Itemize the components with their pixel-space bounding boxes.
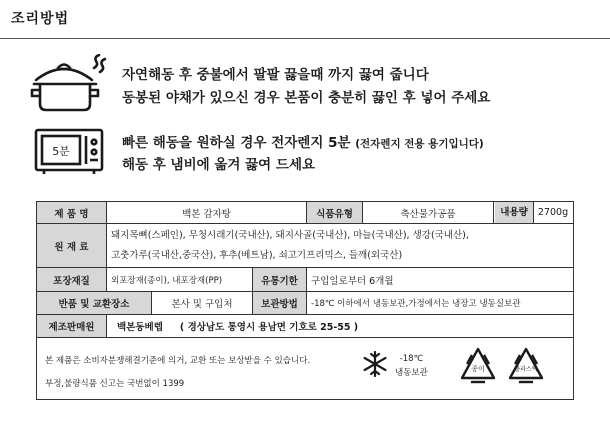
table-row [37,292,574,315]
step-1-line-2: 동봉된 야채가 있으신 경우 본품이 충분히 끓인 후 넣어 주세요 [122,90,491,106]
step-2-line-1: 빠른 해동을 원하실 경우 전자렌지 5분 (전자렌지 전용 용기입니다) [122,135,484,151]
step-2-line-2: 해동 후 냄비에 옮겨 끓여 드세요 [122,157,316,173]
ingredients-line-1: 돼지목뼈(스페인), 무청시래기(국내산), 돼지사골(국내산), 마늘(국내산), 생강(국내산), [111,229,469,241]
maker-name: 백본동베렙 [117,322,163,333]
storage-label: 보관방법 [253,292,307,315]
volume-cell [494,202,574,224]
returns: 본사 및 구입처 [152,292,253,315]
microwave-time-label: 5분 [52,145,70,158]
ingredients [107,224,574,268]
recycle-paper-icon [459,346,497,384]
product-name-label: 제 품 명 [37,202,107,224]
header-divider [0,38,610,39]
notice-2: 부정,불량식품 신고는 국번없이 1399 [45,379,185,389]
food-type-label: 식품유형 [307,202,363,224]
volume: 2700g [537,207,569,218]
cooking-pot-icon [28,54,110,114]
notice-cell [37,338,574,400]
microwave-container-note: (전자렌지 전용 용기입니다) [355,138,484,150]
table-row [37,338,574,400]
product-name: 백본 감자탕 [107,202,307,224]
microwave-icon [28,126,110,176]
expiry-label: 유통기한 [253,268,307,292]
cooking-step-2 [14,126,604,176]
recycle-paper-label: 종이 [471,365,485,373]
returns-label: 반품 및 교환장소 [37,292,152,315]
food-type: 축산물가공품 [363,202,494,224]
step-1-line-1: 자연해동 후 중불에서 팔팔 끓을때 까지 끓여 줍니다 [122,67,429,83]
maker-cell [107,315,574,338]
frozen-temp: -18℃ [399,354,424,364]
packaging: 외포장재(종이), 내포장재(PP) [107,268,253,292]
storage: -18℃ 이하에서 냉동보관,가정에서는 냉장고 냉동실보관 [307,292,574,315]
notice-1: 본 제품은 소비자분쟁해결기준에 의거, 교환 또는 보상받을 수 있습니다. [45,356,311,366]
ingredients-label: 원 재 료 [37,224,107,268]
recycle-plastic-icon [507,346,545,384]
recycle-plastic-label: 플라스틱 [514,366,538,373]
frozen-storage-mark [395,352,428,380]
packaging-label: 포장재질 [37,268,107,292]
expiry: 구입일로부터 6개월 [307,268,574,292]
table-row [37,202,574,224]
table-row [37,268,574,292]
maker-label: 제조판매원 [37,315,107,338]
table-row [37,224,574,268]
product-info-table [36,201,574,400]
frozen-label: 냉동보관 [395,368,428,378]
header [0,0,610,36]
table-row [37,315,574,338]
ingredients-line-2: 고춧가루(국내산,중국산), 후추(베트남), 쇠고기프리믹스, 들깨(외국산) [111,249,403,261]
maker-address: ( 경상남도 통영시 용남면 기호로 25-55 ) [179,322,359,333]
cooking-step-1 [14,54,604,114]
snowflake-icon [361,350,389,378]
volume-label: 내용량 [495,202,534,223]
page-title: 조리방법 [11,11,70,27]
